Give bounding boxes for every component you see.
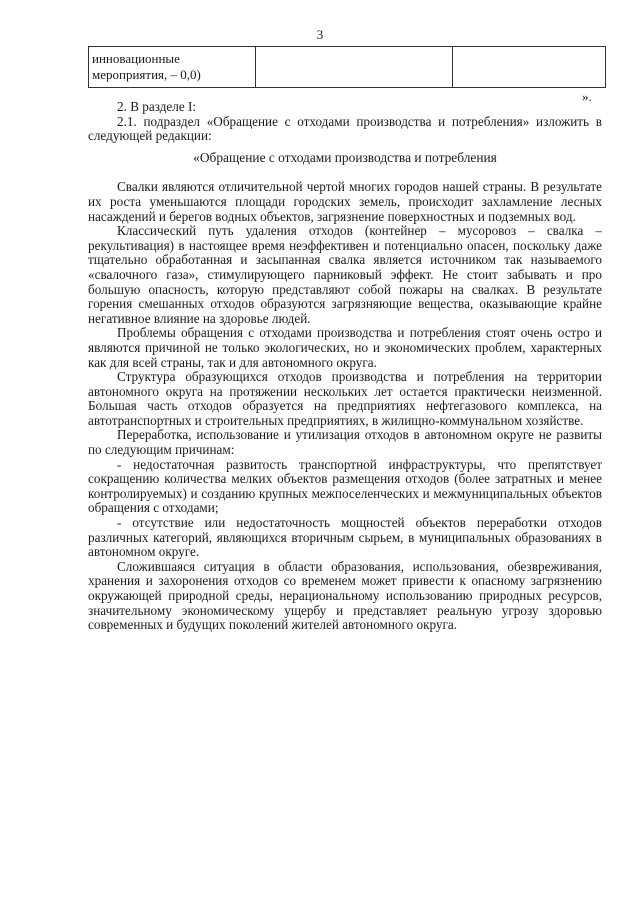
body-paragraph: Сложившаяся ситуация в области образования, использования, обезвреживания, хранения и захоронения отходов со временем может привести к опасному загрязнению окружающей природной среды, нерациональному использованию природных ресурсов, значительному экономическому ущербу и представляет реальную угрозу здоровью современных и будущих поколений жителей автономного округа.: [88, 558, 602, 633]
table-cell-empty: [256, 47, 453, 88]
page-number: 3: [316, 27, 324, 42]
table-cell-label: [89, 47, 256, 88]
list-item: - отсутствие или недостаточность мощностей объектов переработки отходов различных категорий, являющихся вторичным сырьем, в муниципальных образованиях в автономном округе.: [88, 515, 602, 560]
body-paragraph: Проблемы обращения с отходами производства и потребления стоят очень остро и являются причиной не только экологических, но и экономических проблем, характерных как для всей страны, так и для автономного округа.: [88, 325, 602, 370]
amendment-subitem: 2.1. подраздел «Обращение с отходами производства и потребления» изложить в следующей редакции:: [88, 113, 602, 144]
body-paragraph: Структура образующихся отходов производства и потребления на территории автономного округа на протяжении нескольких лет остается практически неизменной. Большая часть отходов образуется на предприятиях нефтегазового комплекса, на автотранспортных и строительных предприятиях, в жилищно-коммунальном хозяйстве.: [88, 369, 602, 428]
body-paragraph: Свалки являются отличительной чертой многих городов нашей страны. В результате их роста уменьшаются площади городских земель, происходит захламление лесных насаждений и берегов водных объектов, загрязнение поверхностных и подземных вод.: [88, 179, 602, 224]
table-cell-line-1: инновационные: [92, 51, 180, 66]
body-paragraph: Классический путь удаления отходов (контейнер – мусоровоз – свалка – рекультивация) в настоящее время неэффективен и потенциально опасен, поскольку даже тщательно обработанная и засыпанная свалка является источником так называемого «свалочного газа», стимулирующего парниковый эффект. Не стоит забывать и про большую опасность, которую представляют собой пожары на свалках. В результате горения смешанных отходов образуются загрязняющие вещества, оказывающие крайне негативное влияние на здоровье людей.: [88, 223, 602, 326]
list-item: - недостаточная развитость транспортной инфраструктуры, что препятствует сокращению количества мелких объектов размещения отходов (более затратных и менее контролируемых) и созданию крупных межпоселенческих и межмуниципальных объектов обращения с отходами;: [88, 456, 602, 516]
amendment-item: 2. В разделе I:: [117, 99, 197, 114]
table-cell-line-2: мероприятия, – 0,0): [92, 67, 201, 82]
body-paragraph: Переработка, использование и утилизация отходов в автономном округе не развиты по следующим причинам:: [88, 427, 602, 458]
table-cell-empty: [453, 47, 606, 88]
closing-quote: ».: [582, 89, 592, 104]
section-heading: «Обращение с отходами производства и потребления: [193, 149, 497, 165]
document-body: [88, 100, 602, 633]
table-fragment: [88, 46, 606, 88]
